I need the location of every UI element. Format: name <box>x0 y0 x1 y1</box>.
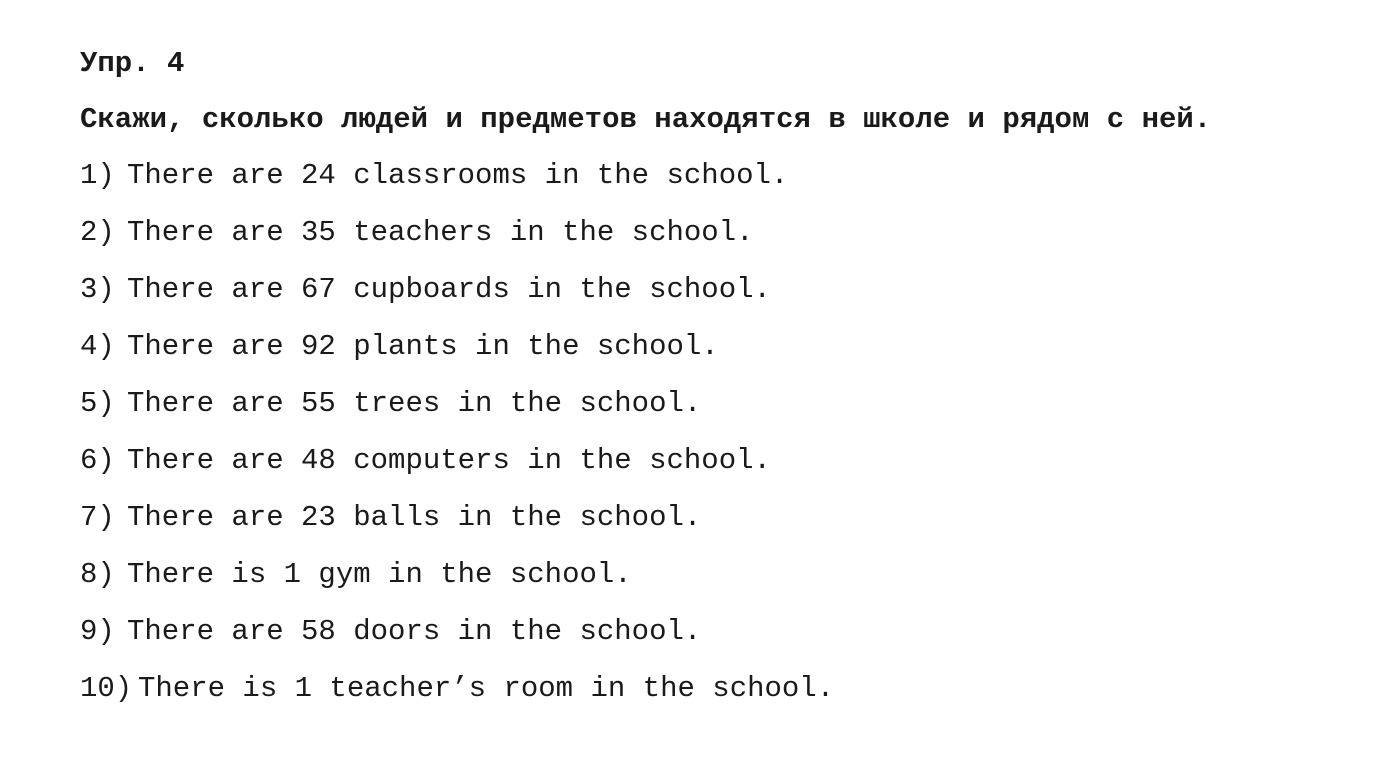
answer-text: There are 55 trees in the school. <box>127 387 702 420</box>
answer-item <box>80 500 1360 557</box>
answer-item <box>80 272 1360 329</box>
answer-item <box>80 158 1360 215</box>
answer-text: There are 58 doors in the school. <box>127 615 702 648</box>
answer-item <box>80 557 1360 614</box>
answer-number: 9) <box>80 615 115 648</box>
answer-number: 7) <box>80 501 115 534</box>
answer-number: 10) <box>80 672 133 705</box>
answer-text: There are 48 computers in the school. <box>127 444 771 477</box>
answer-number: 8) <box>80 558 115 591</box>
exercise-instruction: Скажи, сколько людей и предметов находятся в школе и рядом с ней. <box>80 103 1212 136</box>
answer-number: 1) <box>80 159 115 192</box>
answer-text: There are 67 cupboards in the school. <box>127 273 771 306</box>
answer-number: 6) <box>80 444 115 477</box>
answer-number: 2) <box>80 216 115 249</box>
exercise-title: Упр. 4 <box>80 47 185 80</box>
answer-text: There are 92 plants in the school. <box>127 330 719 363</box>
answer-item <box>80 215 1360 272</box>
answer-number: 3) <box>80 273 115 306</box>
answer-item <box>80 614 1360 671</box>
answer-text: There are 35 teachers in the school. <box>127 216 754 249</box>
answer-text: There is 1 gym in the school. <box>127 558 632 591</box>
answer-item <box>80 329 1360 386</box>
answer-list <box>80 158 1360 728</box>
answer-number: 5) <box>80 387 115 420</box>
answer-text: There are 24 classrooms in the school. <box>127 159 789 192</box>
answer-text: There is 1 teacher’s room in the school. <box>138 672 835 705</box>
answer-item <box>80 443 1360 500</box>
answer-item <box>80 386 1360 443</box>
answer-item <box>80 671 1360 728</box>
document-page <box>80 44 1360 728</box>
answer-text: There are 23 balls in the school. <box>127 501 702 534</box>
answer-number: 4) <box>80 330 115 363</box>
